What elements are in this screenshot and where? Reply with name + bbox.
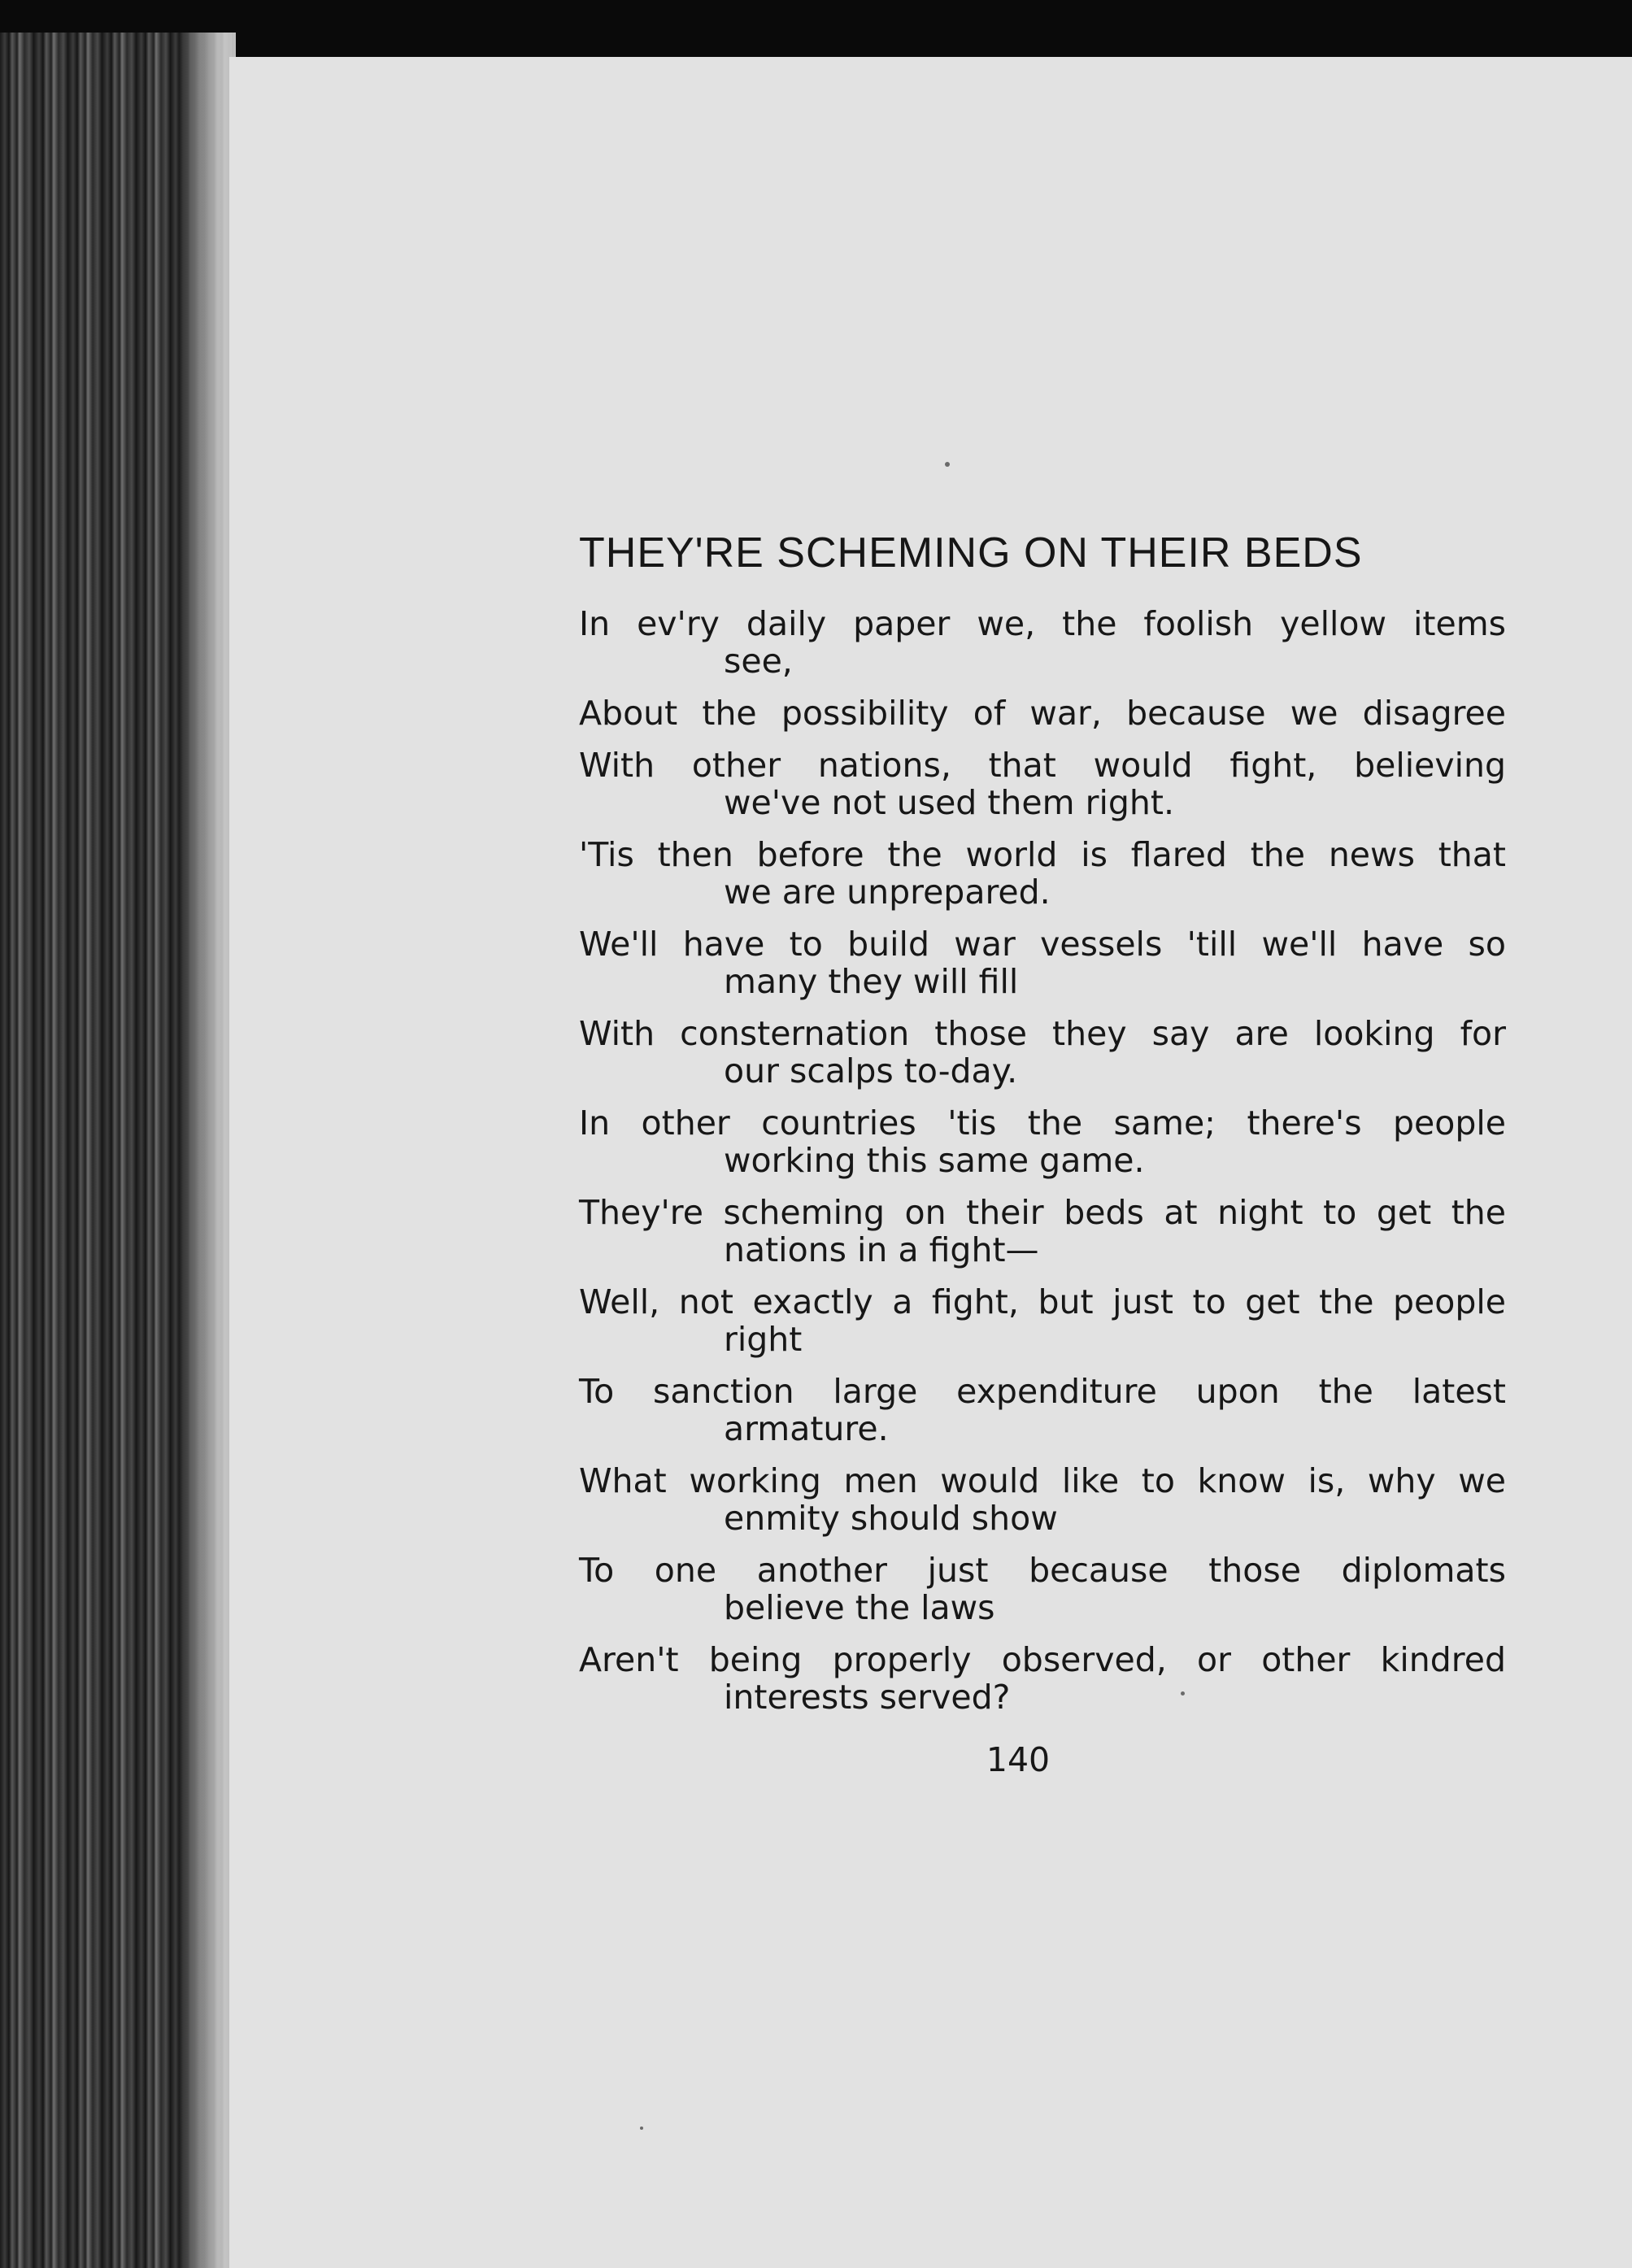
poem-line-continuation: armature. [724, 1409, 889, 1448]
poem-line-main: To one another just because those diplomats [579, 1551, 1506, 1590]
poem-line-continuation: enmity should show [724, 1499, 1058, 1538]
poem-line-continuation: working this same game. [724, 1141, 1145, 1180]
book-page [229, 57, 1632, 2268]
poem-line [579, 1194, 1506, 1269]
poem-line-continuation: believe the laws [724, 1588, 995, 1627]
poem-line-continuation: our scalps to-day. [724, 1051, 1018, 1090]
dust-speck [945, 462, 950, 467]
poem-line [579, 1283, 1506, 1358]
poem-line [579, 747, 1506, 821]
poem-lines [579, 605, 1506, 1716]
poem-line [579, 605, 1506, 680]
poem-line [579, 836, 1506, 911]
poem-line [579, 694, 1506, 732]
poem-line-continuation: we are unprepared. [724, 873, 1051, 912]
poem-line-main: In other countries 'tis the same; there's people [579, 1104, 1506, 1143]
page-edge-shadow [179, 33, 236, 2268]
poem-line-main: About the possibility of war, because we disagree [579, 694, 1506, 733]
poem-line-main: In ev'ry daily paper we, the foolish yellow items [579, 604, 1506, 643]
poem-line-main: Aren't being properly observed, or other kindred [579, 1640, 1506, 1679]
poem-line [579, 1641, 1506, 1716]
poem-line-main: 'Tis then before the world is flared the news that [579, 835, 1506, 874]
poem-line-main: With consternation those they say are looking for [579, 1014, 1506, 1053]
poem-line [579, 925, 1506, 1000]
poem-line-continuation: right [724, 1320, 803, 1359]
poem-line-continuation: we've not used them right. [724, 783, 1174, 822]
poem-line-main: To sanction large expenditure upon the latest [579, 1372, 1506, 1411]
dust-speck [640, 2127, 643, 2130]
poem-line-continuation: nations in a fight— [724, 1230, 1039, 1269]
poem-line-continuation: many they will fill [724, 962, 1019, 1001]
poem-line [579, 1104, 1506, 1179]
page-number: 140 [986, 1740, 1051, 1779]
poem-block [579, 529, 1506, 1779]
poem-line-main: They're scheming on their beds at night to get the [579, 1193, 1506, 1232]
poem-line [579, 1373, 1506, 1447]
poem-line [579, 1015, 1506, 1090]
poem-line-main: Well, not exactly a fight, but just to get the people [579, 1282, 1506, 1321]
poem-line [579, 1552, 1506, 1626]
poem-title: THEY'RE SCHEMING ON THEIR BEDS [579, 529, 1363, 577]
poem-line-main: With other nations, that would fight, believing [579, 746, 1506, 785]
poem-line-main: We'll have to build war vessels 'till we'll have so [579, 925, 1506, 964]
poem-line-continuation: see, [724, 642, 793, 681]
poem-line-continuation: interests served? [724, 1678, 1011, 1717]
poem-line [579, 1462, 1506, 1537]
poem-line-main: What working men would like to know is, why we [579, 1461, 1506, 1500]
